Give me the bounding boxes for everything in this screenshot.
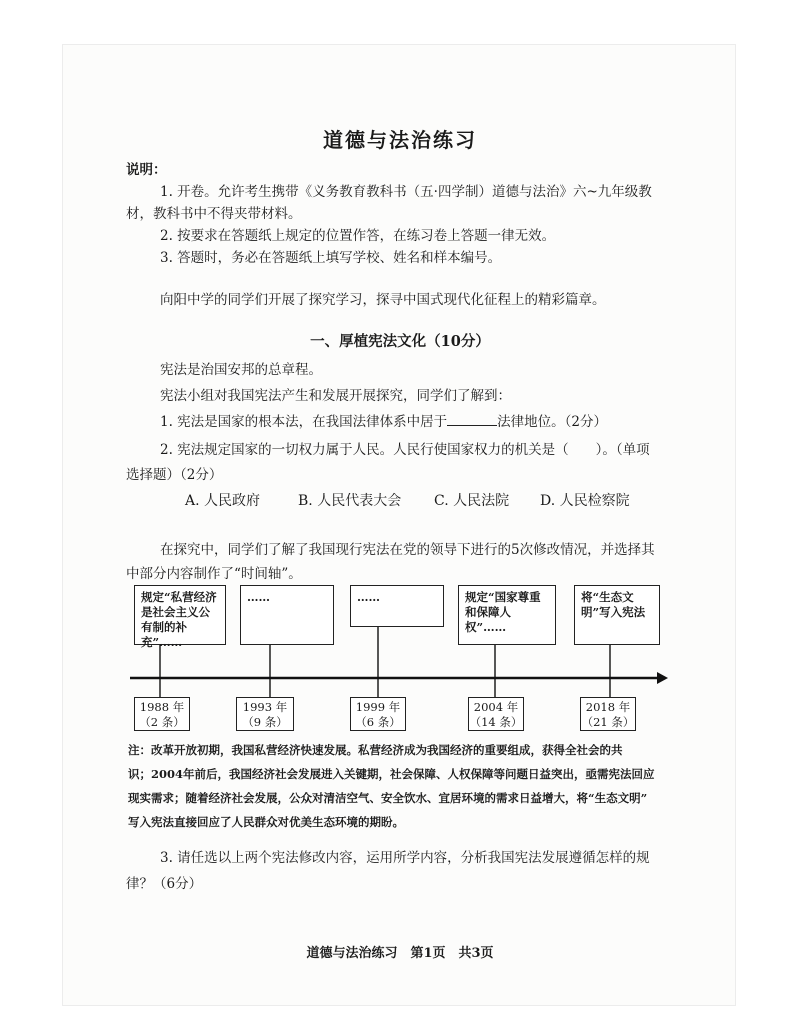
question-1-text-a: 1. 宪法是国家的根本法，在我国法律体系中居于	[160, 414, 448, 430]
year-label-1999	[350, 697, 406, 731]
paragraph-2: 宪法小组对我国宪法产生和发展开展探究，同学们了解到：	[160, 388, 511, 404]
question-3-line-1: 3. 请任选以上两个宪法修改内容，运用所学内容，分析我国宪法发展遵循怎样的规	[160, 850, 650, 866]
amendment-count: （6 条）	[355, 715, 401, 729]
year-text: 2004 年	[473, 700, 519, 714]
paragraph-1: 宪法是治国安邦的总章程。	[160, 362, 322, 378]
page-title: 道德与法治练习	[323, 128, 477, 152]
note-line-4: 写入宪法直接回应了人民群众对优美生态环境的期盼。	[128, 815, 404, 829]
question-2-line-1: 2. 宪法规定国家的一切权力属于人民。人民行使国家权力的机关是（ ）。（单项	[160, 442, 650, 458]
timeline-box-1993: ……	[240, 585, 334, 645]
year-label-2004	[468, 697, 524, 731]
timeline-arrowhead	[657, 672, 668, 684]
instruction-line-1: 1. 开卷。允许考生携带《义务教育教科书（五·四学制）道德与法治》六~九年级教	[160, 184, 652, 200]
timeline-intro-line-1: 在探究中，同学们了解了我国现行宪法在党的领导下进行的5次修改情况，并选择其	[160, 542, 655, 558]
option-b: B. 人民代表大会	[298, 493, 402, 509]
question-3-line-2: 律？（6分）	[126, 876, 203, 892]
amendment-count: （21 条）	[581, 715, 635, 729]
option-c: C. 人民法院	[434, 493, 510, 509]
option-a: A. 人民政府	[185, 493, 261, 509]
timeline-box-1999: ……	[350, 585, 444, 627]
amendment-count: （2 条）	[139, 715, 185, 729]
instruction-line-3: 2. 按要求在答题纸上规定的位置作答，在练习卷上答题一律无效。	[160, 228, 556, 244]
section-title: 一、厚植宪法文化（10分）	[310, 333, 490, 350]
year-text: 2018 年	[585, 700, 631, 714]
timeline-intro-line-2: 中部分内容制作了“时间轴”。	[126, 566, 302, 582]
year-text: 1999 年	[355, 700, 401, 714]
year-label-1993	[236, 697, 294, 731]
year-text: 1988 年	[139, 700, 185, 714]
intro-text: 向阳中学的同学们开展了探究学习，探寻中国式现代化征程上的精彩篇章。	[160, 292, 606, 308]
question-2-line-2: 选择题）（2分）	[126, 467, 223, 483]
year-label-1988	[134, 697, 190, 731]
amendment-count: （14 条）	[469, 715, 523, 729]
page-footer: 道德与法治练习 第1页 共3页	[306, 946, 494, 961]
note-line-2: 识；2004年前后，我国经济社会发展进入关键期，社会保障、人权保障等问题日益突出，亟需宪法回应	[128, 767, 655, 781]
timeline-box-1988: 规定“私营经济是社会主义公有制的补充”……	[134, 585, 226, 645]
instructions-heading: 说明：	[126, 162, 167, 178]
year-text: 1993 年	[242, 700, 288, 714]
timeline-box-2018: 将“生态文明”写入宪法	[574, 585, 660, 645]
question-1-text-b: 法律地位。（2分）	[497, 414, 608, 430]
note-block	[128, 738, 678, 834]
instruction-line-2: 材，教科书中不得夹带材料。	[126, 206, 302, 222]
timeline-box-2004: 规定“国家尊重和保障人权”……	[458, 585, 556, 645]
note-line-3: 现实需求；随着经济社会发展，公众对清洁空气、安全饮水、宜居环境的需求日益增大，将“生态文明”	[128, 791, 648, 805]
instruction-line-4: 3. 答题时，务必在答题纸上填写学校、姓名和样本编号。	[160, 250, 502, 266]
option-d: D. 人民检察院	[540, 493, 630, 509]
note-line-1: 注：改革开放初期，我国私营经济快速发展。私营经济成为我国经济的重要组成，获得全社会的共	[128, 743, 623, 757]
amendment-count: （9 条）	[242, 715, 288, 729]
year-label-2018	[580, 697, 636, 731]
